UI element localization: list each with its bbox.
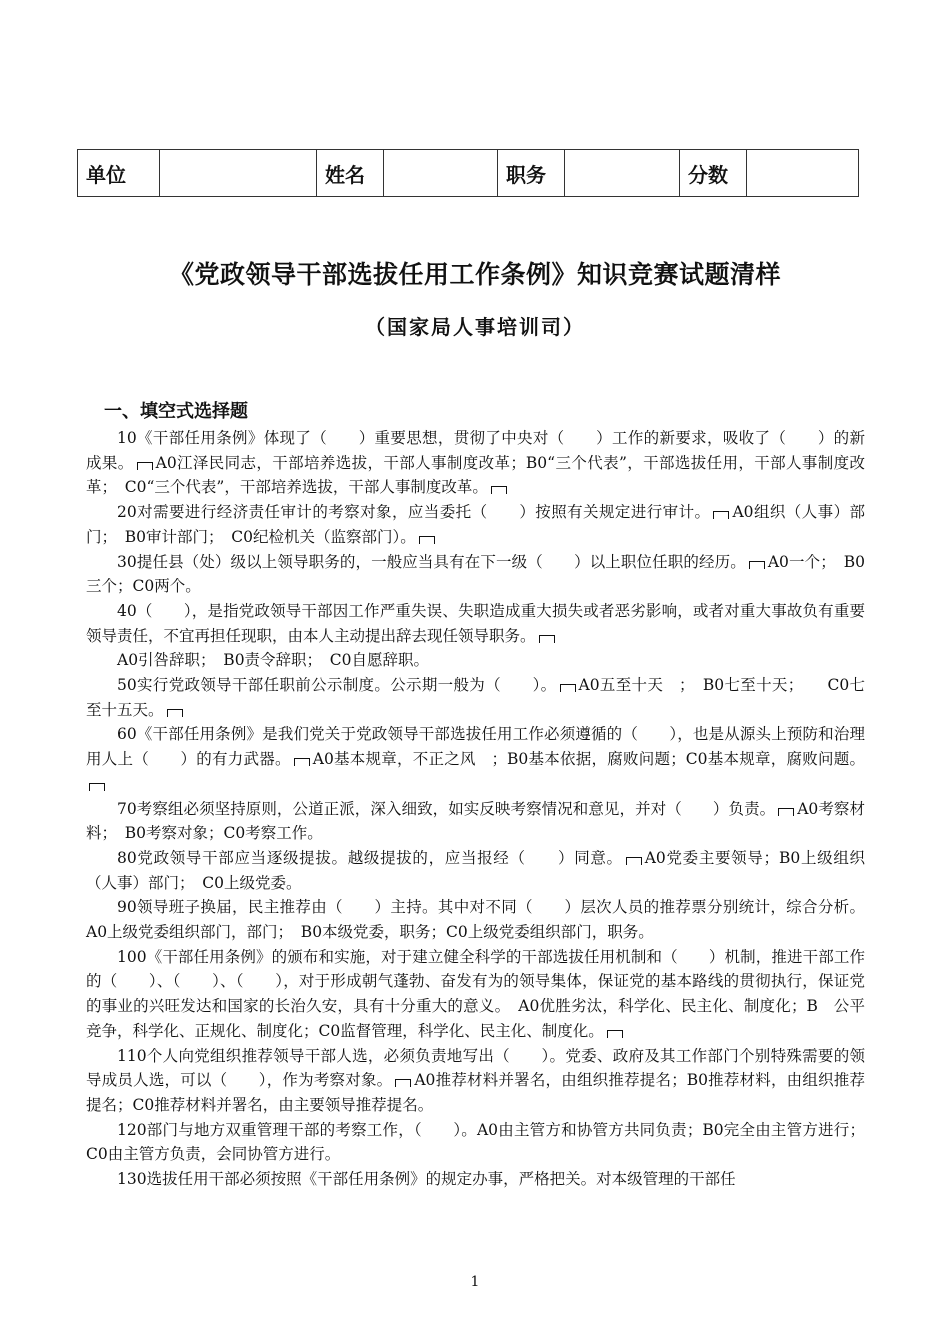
question-options: A0基本规章，不正之风 ；B0基本依据，腐败问题；C0基本规章，腐败问题。 <box>312 750 865 769</box>
line-break-mark-icon <box>713 511 729 519</box>
line-break-mark-icon <box>778 808 794 816</box>
line-break-mark-icon <box>137 462 153 470</box>
question-text: 120部门与地方双重管理干部的考察工作，（ ）。A0由主管方和协管方共同负责；B0完全由主管方进行；C0由主管方负责，会同协管方进行。 <box>86 1120 865 1164</box>
question-text: 20对需要进行经济责任审计的考察对象，应当委托（ ）按照有关规定进行审计。 <box>117 503 711 522</box>
question-text: 110个人向党组织推荐领导干部人选，必须负责地写出（ ）。党委、政府及其工作部门个别特殊需要的领导成员人选，可以（ ），作为考察对象。 <box>86 1046 865 1090</box>
position-label: 职务 <box>498 150 565 197</box>
question-options: A0江泽民同志，干部培养选拔，干部人事制度改革；B0“三个代表”，干部选拔任用，干部人事制度改革； C0“三个代表”，干部培养选拔，干部人事制度改革。 <box>86 453 865 497</box>
question-options: A0党委主要领导；B0上级组织（人事）部门； C0上级党委。 <box>86 848 865 892</box>
question-item <box>86 550 865 599</box>
line-break-mark-icon <box>167 709 183 717</box>
line-break-mark-icon <box>419 536 435 544</box>
question-text: 30提任县（处）级以上领导职务的，一般应当具有在下一级（ ）以上职位任职的经历。 <box>117 552 746 571</box>
line-break-mark-icon <box>89 783 105 791</box>
question-item <box>86 1118 865 1167</box>
question-item <box>86 722 865 796</box>
unit-label: 单位 <box>78 150 160 197</box>
question-text: 60《干部任用条例》是我们党关于党政领导干部选拔任用工作必须遵循的（ ），也是从源头上预防和治理用人上（ ）的有力武器。 <box>86 725 865 769</box>
question-text: 40（ ），是指党政领导干部因工作严重失误、失职造成重大损失或者恶劣影响，或者对重大事故负有重要领导责任，不宜再担任现职，由本人主动提出辞去现任领导职务。 <box>86 601 865 645</box>
unit-field[interactable] <box>160 150 317 197</box>
line-break-mark-icon <box>749 561 765 569</box>
question-list <box>86 426 865 1192</box>
line-break-mark-icon <box>607 1030 623 1038</box>
question-text: 130选拔任用干部必须按照《干部任用条例》的规定办事，严格把关。对本级管理的干部任 <box>117 1170 736 1189</box>
score-field[interactable] <box>747 150 859 197</box>
question-item <box>86 426 865 500</box>
info-table <box>77 149 859 197</box>
section-heading: 一、填空式选择题 <box>104 401 248 422</box>
question-text: 10《干部任用条例》体现了（ ）重要思想，贯彻了中央对（ ）工作的新要求，吸收了（ ）的新成果。 <box>86 429 865 472</box>
question-item <box>86 895 865 944</box>
line-break-mark-icon <box>626 857 642 865</box>
position-field[interactable] <box>565 150 680 197</box>
document-subtitle: （国家局人事培训司） <box>365 315 585 339</box>
line-break-mark-icon <box>294 758 310 766</box>
question-options: A0一个； B0三个；C0两个。 <box>86 552 865 596</box>
question-text: 100《干部任用条例》的颁布和实施，对于建立健全科学的干部选拔任用机制和（ ）机制，推进干部工作的（ ）、（ ）、（ ），对于形成朝气蓬勃、奋发有为的领导集体，保证党的基本路线的贯彻执行，保证党的事业的兴旺发达和国家的长治久安，具有十分重大的意义。 A0优胜劣汰，科学化、民主化、制度化；B 公平竞争，科学化、正规化、制度化；C0监督管理，科学化、民主化、制度化。 <box>86 947 865 1040</box>
question-item <box>86 1044 865 1118</box>
score-label: 分数 <box>680 150 747 197</box>
info-table-row <box>78 150 859 197</box>
question-item <box>86 945 865 1044</box>
question-item <box>86 599 865 648</box>
question-item <box>86 673 865 722</box>
question-item <box>86 797 865 846</box>
question-text: 50实行党政领导干部任职前公示制度。公示期一般为（ ）。 <box>117 676 557 695</box>
question-item <box>86 648 865 673</box>
question-options: A0五至十天 ； B0七至十天； C0七至十五天。 <box>86 676 866 719</box>
line-break-mark-icon <box>395 1079 411 1087</box>
question-item <box>86 1167 865 1192</box>
question-text: 80党政领导干部应当逐级提拔。越级提拔的，应当报经（ ）同意。 <box>117 848 623 867</box>
question-options: A0考察材料； B0考察对象；C0考察工作。 <box>86 799 865 843</box>
question-text: 70考察组必须坚持原则，公道正派，深入细致，如实反映考察情况和意见，并对（ ）负责。 <box>117 799 776 818</box>
question-item <box>86 846 865 895</box>
name-label: 姓名 <box>317 150 384 197</box>
question-item <box>86 500 865 549</box>
question-options: A0组织（人事）部门； B0审计部门； C0纪检机关（监察部门）。 <box>86 503 866 546</box>
document-title: 《党政领导干部选拔任用工作条例》知识竞赛试题清样 <box>168 260 781 289</box>
question-text: A0引咎辞职； B0责令辞职； C0自愿辞职。 <box>117 651 430 670</box>
line-break-mark-icon <box>491 486 507 494</box>
line-break-mark-icon <box>539 635 555 643</box>
question-text: 90领导班子换届，民主推荐由（ ）主持。其中对不同（ ）层次人员的推荐票分别统计，综合分析。A0上级党委组织部门，部门； B0本级党委，职务；C0上级党委组织部门，职务。 <box>86 898 865 942</box>
line-break-mark-icon <box>560 684 576 692</box>
question-options: A0推荐材料并署名，由组织推荐提名；B0推荐材料，由组织推荐提名；C0推荐材料并署名，由主要领导推荐提名。 <box>86 1071 865 1114</box>
page-number: 1 <box>470 1274 480 1290</box>
name-field[interactable] <box>384 150 498 197</box>
